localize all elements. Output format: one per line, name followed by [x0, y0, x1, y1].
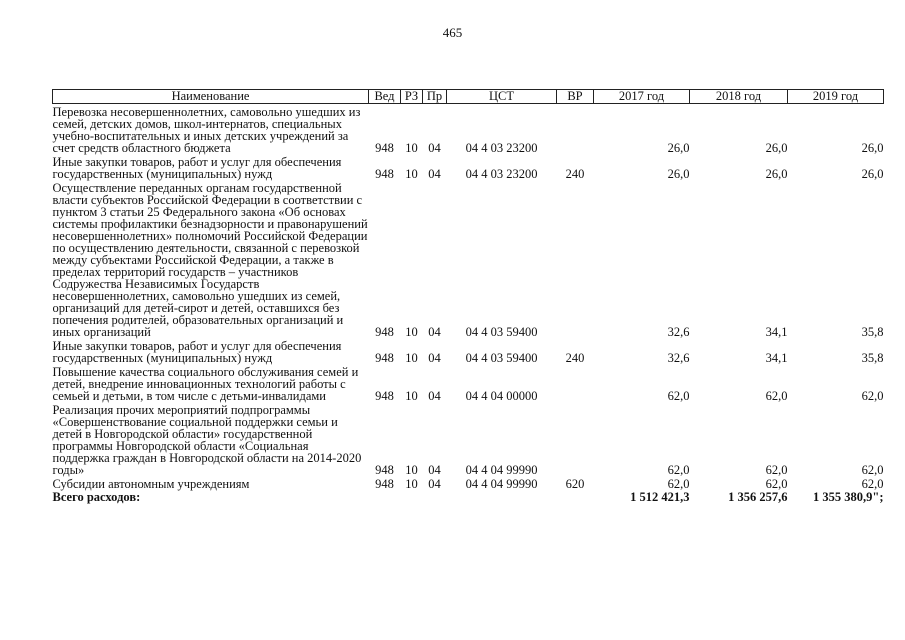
row-cst: 04 4 03 59400 — [465, 351, 538, 365]
row-vr: 620 — [565, 477, 585, 491]
header-name: Наименование — [53, 90, 369, 104]
row-vr: 240 — [565, 167, 585, 181]
row-2018: 26,0 — [765, 167, 788, 181]
row-pr: 04 — [428, 463, 441, 477]
table-row — [53, 338, 884, 364]
total-row — [53, 490, 884, 503]
budget-table — [52, 89, 884, 503]
page-number: 465 — [442, 25, 463, 40]
row-2017: 62,0 — [667, 389, 690, 403]
table-row — [53, 364, 884, 402]
row-cst: 04 4 03 23200 — [465, 167, 538, 181]
table-header-row — [53, 90, 884, 104]
row-ved: 948 — [375, 325, 394, 339]
row-ved: 948 — [375, 389, 394, 403]
header-rz: РЗ — [401, 90, 423, 104]
row-vr — [557, 104, 594, 155]
row-2018: 34,1 — [765, 351, 788, 365]
row-cst: 04 4 04 00000 — [465, 389, 538, 403]
table-row — [53, 402, 884, 476]
row-name: Субсидии автономным учреждениям — [52, 477, 250, 491]
row-2017: 62,0 — [667, 477, 690, 491]
row-2018: 62,0 — [765, 463, 788, 477]
total-2018: 1 356 257,6 — [728, 490, 788, 504]
row-rz: 10 — [405, 389, 418, 403]
row-ved: 948 — [375, 463, 394, 477]
row-2017: 32,6 — [667, 325, 690, 339]
row-2017: 26,0 — [667, 141, 690, 155]
row-2019: 62,0 — [861, 463, 884, 477]
row-pr: 04 — [428, 389, 441, 403]
row-2019: 26,0 — [861, 141, 884, 155]
header-pr: Пр — [423, 90, 447, 104]
row-name: Перевозка несовершеннолетних, самовольно ушедших из семей, детских домов, школ-интернатов, специальных учебно-воспитательных и иных детских учреждений за счет средств областного бюджета — [52, 105, 361, 155]
row-vr: 240 — [565, 351, 585, 365]
row-ved: 948 — [375, 167, 394, 181]
row-pr: 04 — [428, 351, 441, 365]
row-2019: 35,8 — [861, 351, 884, 365]
header-cst: ЦСТ — [447, 90, 557, 104]
row-rz: 10 — [405, 477, 418, 491]
row-rz: 10 — [405, 351, 418, 365]
header-2018: 2018 год — [690, 90, 788, 104]
row-2017: 32,6 — [667, 351, 690, 365]
total-label: Всего расходов: — [52, 490, 141, 504]
row-ved: 948 — [375, 141, 394, 155]
table-row — [53, 104, 884, 155]
table-row — [53, 154, 884, 180]
row-cst: 04 4 03 23200 — [465, 141, 538, 155]
row-rz: 10 — [405, 141, 418, 155]
row-name: Осуществление переданных органам государственной власти субъектов Российской Федерации в соответствии с пунктом 3 статьи 25 Федерального закона «Об основах системы профилактики безнадзорности и правонарушений несовершеннолетних» полномочий Российской Федерации по осуществлению деятельности, связанной с перевозкой между субъектами Российской Федерации, а также в пределах территорий государств – участников Содружества Независимых Государств несовершеннолетних, самовольно ушедших из семей, организаций для детей-сирот и детей, оставшихся без попечения родителей, образовательных организаций и иных организаций — [52, 181, 368, 339]
row-pr: 04 — [428, 167, 441, 181]
row-cst: 04 4 04 99990 — [465, 463, 538, 477]
row-name: Реализация прочих мероприятий подпрограммы «Совершенствование социальной поддержки семьи и детей в Новгородской области» государственной программы Новгородской области «Социальная поддержка граждан в Новгородской области на 2014-2020 годы» — [52, 403, 362, 477]
row-ved: 948 — [375, 351, 394, 365]
row-cst: 04 4 04 99990 — [465, 477, 538, 491]
row-name: Иные закупки товаров, работ и услуг для обеспечения государственных (муниципальных) нужд — [52, 339, 342, 365]
row-pr: 04 — [428, 477, 441, 491]
row-vr — [557, 180, 594, 338]
row-pr: 04 — [428, 325, 441, 339]
header-ved: Вед — [369, 90, 401, 104]
table-row — [53, 476, 884, 490]
row-2018: 34,1 — [765, 325, 788, 339]
header-2017: 2017 год — [594, 90, 690, 104]
row-name: Иные закупки товаров, работ и услуг для обеспечения государственных (муниципальных) нужд — [52, 155, 342, 181]
row-vr — [557, 364, 594, 402]
row-2017: 62,0 — [667, 463, 690, 477]
row-2018: 26,0 — [765, 141, 788, 155]
row-2018: 62,0 — [765, 389, 788, 403]
row-2019: 62,0 — [861, 389, 884, 403]
row-name: Повышение качества социального обслуживания семей и детей, внедрение инновационных технологий работы с семьей и детьми, в том числе с детьми-инвалидами — [52, 365, 359, 403]
row-2019: 35,8 — [861, 325, 884, 339]
row-ved: 948 — [375, 477, 394, 491]
row-2019: 26,0 — [861, 167, 884, 181]
row-cst: 04 4 03 59400 — [465, 325, 538, 339]
row-vr — [557, 402, 594, 476]
row-2017: 26,0 — [667, 167, 690, 181]
row-rz: 10 — [405, 463, 418, 477]
total-2017: 1 512 421,3 — [630, 490, 690, 504]
row-2019: 62,0 — [861, 477, 884, 491]
total-2019: 1 355 380,9"; — [813, 490, 884, 504]
row-pr: 04 — [428, 141, 441, 155]
header-vr: ВР — [557, 90, 594, 104]
table-row — [53, 180, 884, 338]
header-2019: 2019 год — [788, 90, 884, 104]
row-2018: 62,0 — [765, 477, 788, 491]
row-rz: 10 — [405, 167, 418, 181]
row-rz: 10 — [405, 325, 418, 339]
